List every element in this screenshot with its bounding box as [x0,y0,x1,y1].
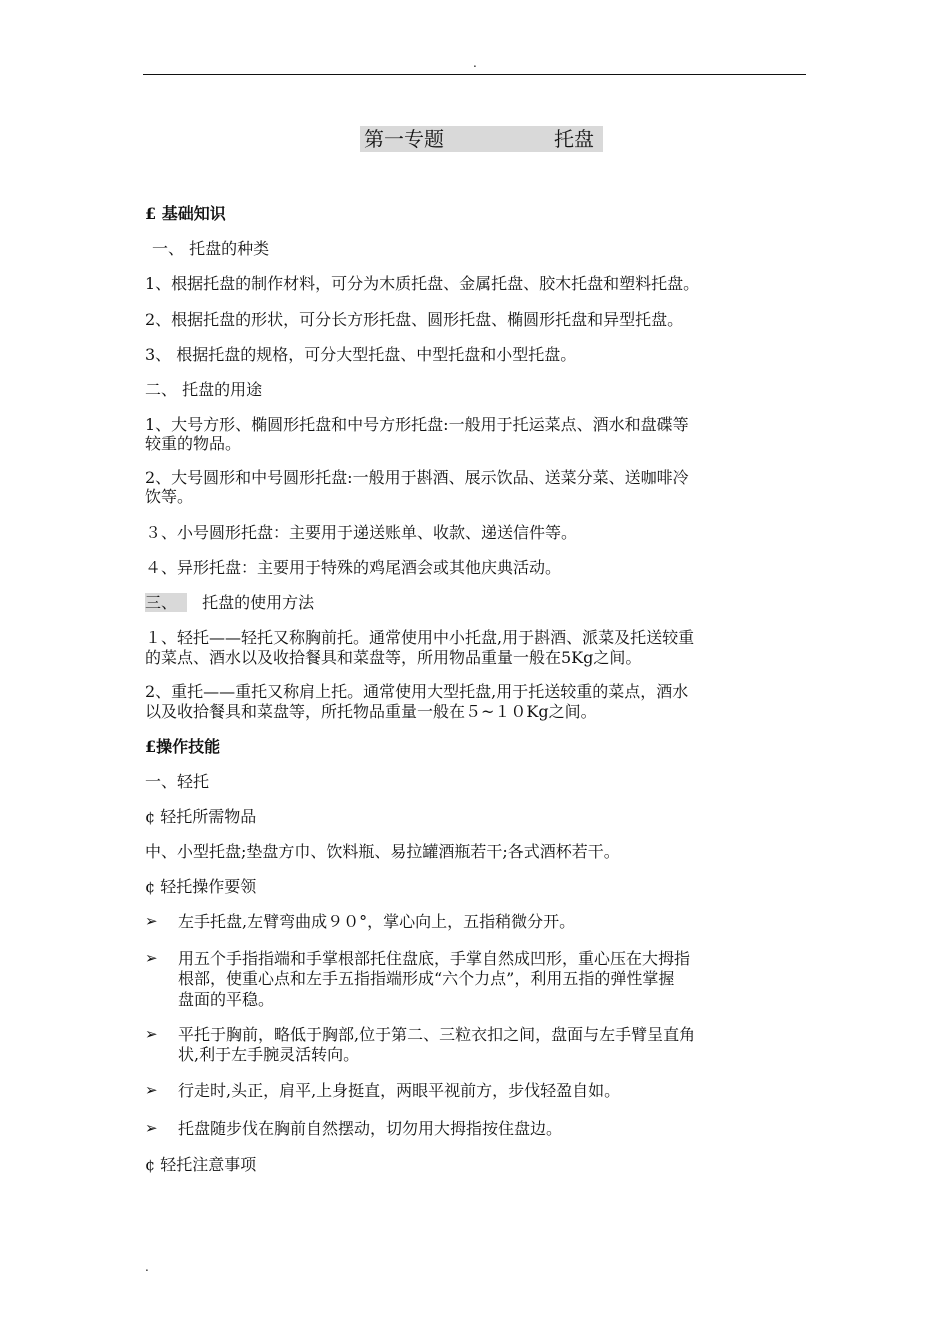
subheading-operation-points: ¢ 轻托操作要领 [145,877,257,896]
bullet-item-2a: 用五个手指指端和手掌根部托住盘底，手掌自然成凹形，重心压在大拇指 [178,949,691,968]
heading-tray-methods [145,592,314,613]
paragraph-heavy-carry-b: 以及收拾餐具和菜盘等，所托物品重量一般在５~１０Kg之间。 [145,702,597,721]
paragraph-size: 3、 根据托盘的规格，可分大型托盘、中型托盘和小型托盘。 [145,345,577,364]
paragraph-heavy-carry-a: 2、重托——重托又称肩上托。通常使用大型托盘,用于托送较重的菜点，酒水 [145,682,689,701]
heading-number: 三、 [145,593,187,612]
bullet-icon: ➢ [145,1081,158,1099]
subheading-items-needed: ¢ 轻托所需物品 [145,807,257,826]
bullet-item-2b: 根部，使重心点和左手五指指端形成“六个力点”，利用五指的弹性掌握 [178,969,675,988]
bullet-item-5: 托盘随步伐在胸前自然摆动，切勿用大拇指按住盘边。 [178,1119,563,1138]
title-part-2: 托盘 [554,127,594,151]
paragraph-use-4: ４、异形托盘：主要用于特殊的鸡尾酒会或其他庆典活动。 [145,558,562,577]
title-part-1: 第一专题 [364,127,444,151]
footer-dot: . [145,1260,149,1274]
page-title [360,126,603,152]
paragraph-use-2a: 2、大号圆形和中号圆形托盘:一般用于斟酒、展示饮品、送菜分菜、送咖啡冷 [145,468,689,487]
bullet-item-4: 行走时,头正，肩平,上身挺直，两眼平视前方，步伐轻盈自如。 [178,1081,621,1100]
bullet-icon: ➢ [145,949,158,967]
paragraph-use-2b: 饮等。 [145,487,194,506]
heading-tray-types: 一、 托盘的种类 [152,239,270,258]
bullet-item-3a: 平托于胸前，略低于胸部,位于第二、三粒衣扣之间，盘面与左手臂呈直角 [178,1025,696,1044]
bullet-icon: ➢ [145,912,158,930]
paragraph-use-3: ３、小号圆形托盘：主要用于递送账单、收款、递送信件等。 [145,523,578,542]
bullet-icon: ➢ [145,1025,158,1043]
section-heading-skills: £操作技能 [145,737,221,756]
header-rule [143,74,806,75]
paragraph-light-carry-b: 的菜点、酒水以及收拾餐具和菜盘等，所用物品重量一般在5Kg之间。 [145,648,642,667]
bullet-item-2c: 盘面的平稳。 [178,990,275,1009]
heading-text: 托盘的使用方法 [202,593,315,612]
subheading-precautions: ¢ 轻托注意事项 [145,1155,257,1174]
heading-tray-uses: 二、 托盘的用途 [145,380,263,399]
paragraph-use-1a: 1、大号方形、椭圆形托盘和中号方形托盘:一般用于托运菜点、酒水和盘碟等 [145,415,689,434]
paragraph-material: 1、根据托盘的制作材料，可分为木质托盘、金属托盘、胶木托盘和塑料托盘。 [145,274,700,293]
paragraph-items: 中、小型托盘;垫盘方巾、饮料瓶、易拉罐酒瓶若干;各式酒杯若干。 [145,842,620,861]
heading-light-carry: 一、轻托 [145,772,210,791]
bullet-item-1: 左手托盘,左臂弯曲成９０°，掌心向上，五指稍微分开。 [178,912,576,931]
bullet-icon: ➢ [145,1119,158,1137]
paragraph-shape: 2、根据托盘的形状，可分长方形托盘、圆形托盘、椭圆形托盘和异型托盘。 [145,310,684,329]
bullet-item-3b: 状,利于左手腕灵活转向。 [178,1045,360,1064]
paragraph-light-carry-a: １、轻托——轻托又称胸前托。通常使用中小托盘,用于斟酒、派菜及托送较重 [145,628,695,647]
paragraph-use-1b: 较重的物品。 [145,434,242,453]
section-heading-basics: £ 基础知识 [145,204,226,223]
header-dot: . [473,56,477,70]
